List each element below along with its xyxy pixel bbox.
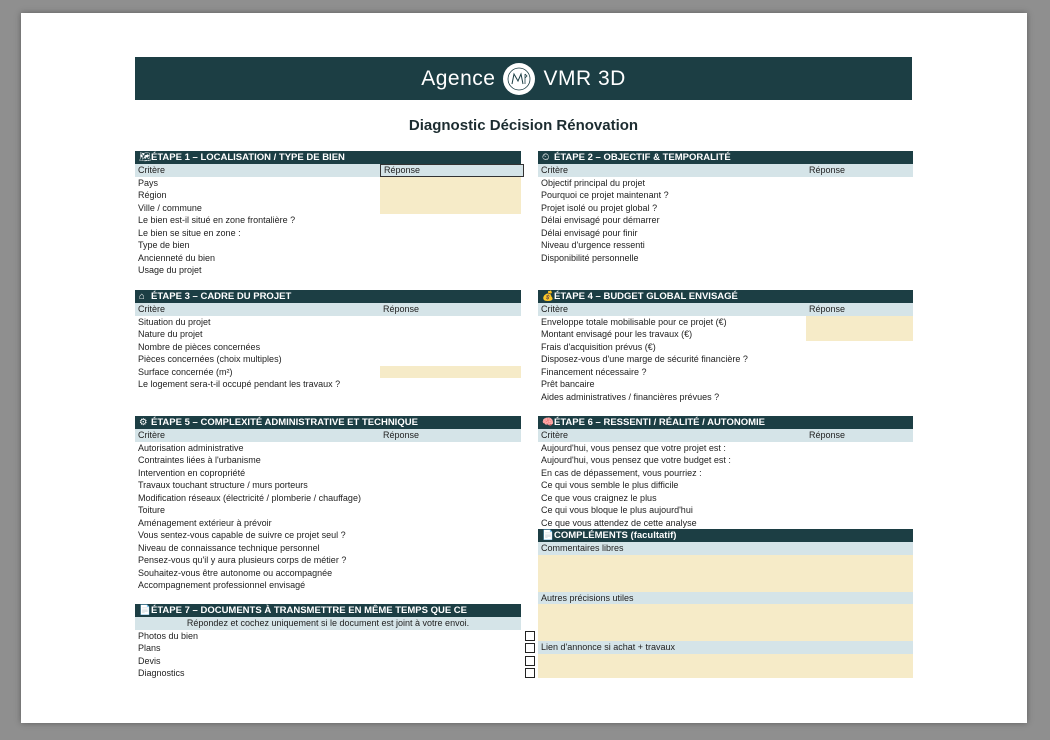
money-bag-icon: 💰: [542, 291, 554, 302]
clock-icon: ⏲: [542, 152, 550, 163]
answer-field[interactable]: [806, 341, 913, 354]
free-comments-label: Commentaires libres: [538, 542, 913, 555]
question-label: Accompagnement professionnel envisagé: [138, 580, 306, 590]
criteria-column-label: Critère: [138, 165, 166, 175]
section-header: [538, 529, 913, 542]
section-step7: [135, 604, 521, 680]
answer-field[interactable]: [380, 316, 521, 329]
document-checkbox[interactable]: [525, 656, 535, 666]
question-label: Disposez-vous d'une marge de sécurité financière ?: [541, 354, 748, 364]
question-row: [538, 517, 913, 530]
house-icon: ⌂: [139, 291, 145, 302]
brain-icon: 🧠: [542, 417, 554, 428]
question-row: [538, 189, 913, 202]
section-title: ÉTAPE 5 – COMPLEXITÉ ADMINISTRATIVE ET TECHNIQUE: [151, 417, 418, 428]
question-label: Vous sentez-vous capable de suivre ce projet seul ?: [138, 530, 346, 540]
answer-field[interactable]: [806, 378, 913, 391]
question-row: [538, 341, 913, 354]
question-row: [135, 252, 521, 265]
question-label: Le bien est-il situé en zone frontalière ?: [138, 215, 296, 225]
question-label: Pourquoi ce projet maintenant ?: [541, 190, 669, 200]
section-title: ÉTAPE 4 – BUDGET GLOBAL ENVISAGÉ: [554, 291, 738, 302]
question-label: Ville / commune: [138, 202, 202, 213]
question-row: [135, 492, 521, 505]
question-label: Délai envisagé pour démarrer: [541, 215, 660, 225]
question-label: Montant envisagé pour les travaux (€): [541, 329, 693, 339]
question-label: Ce que vous attendez de cette analyse: [541, 517, 697, 528]
question-row: [135, 366, 521, 379]
column-header-row: [538, 164, 913, 177]
section-title: ÉTAPE 2 – OBJECTIF & TEMPORALITÉ: [554, 152, 731, 163]
answer-field[interactable]: [380, 214, 521, 227]
document-label: Plans: [138, 643, 161, 653]
question-row: [135, 579, 521, 592]
section-header: [135, 290, 521, 303]
brand-banner: [135, 57, 912, 100]
question-row: [538, 391, 913, 404]
question-row: [538, 366, 913, 379]
answer-field[interactable]: [380, 366, 521, 379]
answer-field[interactable]: [806, 391, 913, 404]
question-row: [135, 504, 521, 517]
document-row: [135, 642, 521, 655]
question-label: Pièces concernées (choix multiples): [138, 354, 282, 364]
question-row: [135, 353, 521, 366]
monogram-logo-icon: [503, 63, 535, 95]
document-row: [135, 667, 521, 680]
question-row: [135, 454, 521, 467]
column-header-row: [538, 303, 913, 316]
answer-column-label: Réponse: [809, 165, 846, 175]
question-label: Disponibilité personnelle: [541, 252, 639, 263]
question-label: Région: [138, 190, 167, 200]
document-icon: 📄: [542, 530, 554, 541]
section-title: ÉTAPE 3 – CADRE DU PROJET: [151, 291, 292, 302]
question-label: Ce qui vous semble le plus difficile: [541, 480, 679, 490]
question-label: Contraintes liées à l'urbanisme: [138, 455, 261, 465]
answer-field[interactable]: [380, 328, 521, 341]
answer-field[interactable]: [806, 177, 913, 190]
criteria-column-label: Critère: [541, 165, 569, 175]
page-title: Diagnostic Décision Rénovation: [408, 117, 639, 134]
section-header: [538, 151, 913, 164]
listing-link-label: Lien d'annonce si achat + travaux: [538, 641, 913, 654]
question-row: [538, 214, 913, 227]
question-label: Délai envisagé pour finir: [541, 227, 638, 238]
question-row: [538, 252, 913, 265]
question-row: [135, 189, 521, 202]
question-row: [538, 353, 913, 366]
question-label: Ce que vous craignez le plus: [541, 492, 657, 503]
question-label: Nombre de pièces concernées: [138, 341, 261, 352]
question-row: [538, 504, 913, 517]
question-label: Surface concernée (m²): [138, 366, 233, 377]
free-comments-field[interactable]: [538, 555, 913, 592]
question-label: Toiture: [138, 505, 166, 515]
section-step1: [135, 151, 521, 277]
question-label: Usage du projet: [138, 265, 202, 275]
question-row: [135, 341, 521, 354]
question-label: Projet isolé ou projet global ?: [541, 202, 658, 213]
section-step6: [538, 416, 913, 529]
section-step4: [538, 290, 913, 403]
document-label: Devis: [138, 655, 161, 666]
question-row: [538, 442, 913, 455]
question-label: En cas de dépassement, vous pourriez :: [541, 467, 702, 478]
criteria-column-label: Critère: [541, 430, 569, 440]
question-label: Pays: [138, 177, 159, 188]
answer-field[interactable]: [806, 227, 913, 240]
question-label: Aménagement extérieur à prévoir: [138, 517, 272, 528]
question-row: [538, 467, 913, 480]
other-details-field[interactable]: [538, 604, 913, 641]
question-row: [135, 554, 521, 567]
answer-field[interactable]: [380, 264, 521, 277]
question-row: [538, 479, 913, 492]
question-label: Ce qui vous bloque le plus aujourd'hui: [541, 505, 693, 515]
document-icon: 📄: [139, 605, 151, 616]
question-row: [135, 202, 521, 215]
question-label: Frais d'acquisition prévus (€): [541, 341, 656, 352]
answer-field[interactable]: [380, 252, 521, 265]
question-label: Souhaitez-vous être autonome ou accompagnée: [138, 567, 333, 578]
question-label: Travaux touchant structure / murs porteurs: [138, 480, 308, 490]
criteria-column-label: Critère: [138, 304, 166, 314]
section-title: ÉTAPE 6 – RESSENTI / RÉALITÉ / AUTONOMIE: [554, 417, 765, 428]
section-header: [135, 604, 521, 617]
question-row: [135, 442, 521, 455]
section-step5: [135, 416, 521, 592]
question-label: Prêt bancaire: [541, 379, 595, 389]
question-row: [135, 177, 521, 190]
answer-field[interactable]: [806, 316, 913, 329]
question-label: Type de bien: [138, 240, 190, 250]
answer-field[interactable]: [806, 214, 913, 227]
question-label: Aides administratives / financières prévues ?: [541, 391, 720, 402]
question-label: Modification réseaux (électricité / plomberie / chauffage): [138, 492, 361, 503]
question-label: Aujourd'hui, vous pensez que votre projet est :: [541, 442, 726, 453]
column-header-row: [135, 164, 521, 177]
section-title: ÉTAPE 7 – DOCUMENTS À TRANSMETTRE EN MÊME TEMPS QUE CE: [151, 605, 467, 616]
question-label: Le logement sera-t-il occupé pendant les travaux ?: [138, 379, 341, 389]
answer-field[interactable]: [380, 378, 521, 391]
question-label: Objectif principal du projet: [541, 177, 646, 188]
document-checkbox[interactable]: [525, 631, 535, 641]
answer-field[interactable]: [806, 328, 913, 341]
question-row: [135, 542, 521, 555]
document-row: [135, 630, 521, 643]
listing-link-field[interactable]: [538, 654, 913, 678]
question-row: [538, 227, 913, 240]
question-row: [135, 227, 521, 240]
question-row: [135, 378, 521, 391]
question-label: Financement nécessaire ?: [541, 366, 647, 377]
criteria-column-label: Critère: [541, 304, 569, 314]
document-label: Photos du bien: [138, 630, 199, 641]
criteria-column-label: Critère: [138, 430, 166, 440]
document-row: [135, 655, 521, 668]
answer-field[interactable]: [380, 341, 521, 354]
answer-field[interactable]: [380, 202, 521, 215]
section-header: [135, 151, 521, 164]
answer-field[interactable]: [380, 189, 521, 202]
question-label: Enveloppe totale mobilisable pour ce projet (€): [541, 316, 727, 327]
section-title: ÉTAPE 1 – LOCALISATION / TYPE DE BIEN: [151, 152, 345, 163]
answer-field[interactable]: [806, 353, 913, 366]
question-label: Niveau de connaissance technique personnel: [138, 542, 320, 553]
brand-name-left: Agence: [421, 66, 496, 90]
column-header-row: [538, 429, 913, 442]
question-row: [135, 328, 521, 341]
section-header: [538, 290, 913, 303]
question-row: [538, 239, 913, 252]
answer-field[interactable]: [380, 227, 521, 240]
section-complements: [538, 529, 913, 678]
question-label: Nature du projet: [138, 329, 203, 339]
question-row: [538, 202, 913, 215]
map-icon: 🗺: [139, 152, 152, 163]
answer-column-label: Réponse: [380, 164, 524, 177]
question-row: [135, 316, 521, 329]
question-row: [135, 264, 521, 277]
other-details-label: Autres précisions utiles: [538, 592, 913, 605]
answer-column-label: Réponse: [383, 304, 420, 314]
document-checkbox[interactable]: [525, 643, 535, 653]
section-header: [135, 416, 521, 429]
question-row: [538, 492, 913, 505]
brand-name-right: VMR 3D: [543, 66, 626, 90]
question-row: [135, 214, 521, 227]
answer-field[interactable]: [806, 189, 913, 202]
answer-field[interactable]: [806, 366, 913, 379]
column-header-row: [135, 303, 521, 316]
question-label: Pensez-vous qu'il y aura plusieurs corps de métier ?: [138, 555, 347, 565]
document-page: [21, 13, 1027, 723]
question-row: [538, 378, 913, 391]
question-label: Ancienneté du bien: [138, 252, 216, 263]
question-row: [135, 479, 521, 492]
question-label: Aujourd'hui, vous pensez que votre budget est :: [541, 455, 731, 465]
question-row: [538, 316, 913, 329]
document-label: Diagnostics: [138, 668, 185, 678]
question-label: Autorisation administrative: [138, 442, 244, 453]
document-checkbox[interactable]: [525, 668, 535, 678]
answer-field[interactable]: [380, 353, 521, 366]
question-row: [135, 567, 521, 580]
question-label: Niveau d'urgence ressenti: [541, 240, 645, 250]
question-row: [135, 467, 521, 480]
instruction-note: Répondez et cochez uniquement si le document est joint à votre envoi.: [135, 617, 521, 630]
question-row: [135, 529, 521, 542]
answer-field[interactable]: [380, 239, 521, 252]
answer-column-label: Réponse: [383, 430, 420, 440]
answer-field[interactable]: [806, 202, 913, 215]
question-row: [538, 454, 913, 467]
answer-field[interactable]: [806, 239, 913, 252]
answer-field[interactable]: [380, 177, 521, 190]
question-label: Situation du projet: [138, 316, 211, 327]
column-header-row: [135, 429, 521, 442]
section-header: [538, 416, 913, 429]
section-title: COMPLÉMENTS (facultatif): [554, 530, 677, 541]
section-step3: [135, 290, 521, 391]
question-label: Le bien se situe en zone :: [138, 227, 241, 238]
answer-column-label: Réponse: [809, 430, 846, 440]
question-row: [538, 177, 913, 190]
gear-icon: ⚙: [139, 417, 148, 428]
question-label: Intervention en copropriété: [138, 467, 246, 478]
question-row: [538, 328, 913, 341]
question-row: [135, 239, 521, 252]
question-row: [135, 517, 521, 530]
answer-field[interactable]: [806, 252, 913, 265]
answer-column-label: Réponse: [809, 304, 846, 314]
section-step2: [538, 151, 913, 264]
